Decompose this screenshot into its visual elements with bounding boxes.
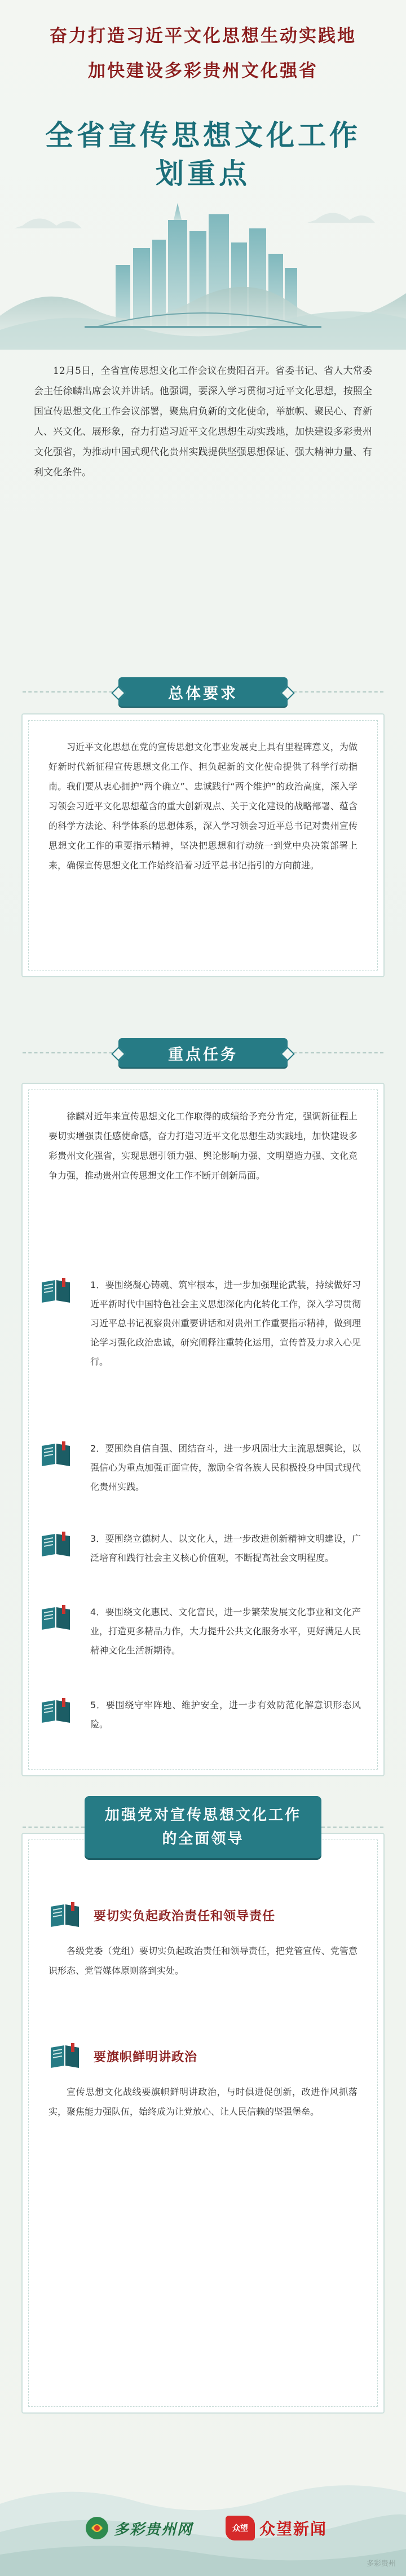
task-item — [39, 1439, 361, 1497]
zhongwang-news-logo[interactable] — [226, 2514, 327, 2542]
book-icon — [39, 1441, 72, 1467]
subsection-title: 要旗帜鲜明讲政治 — [94, 2049, 198, 2065]
kicker-line-1: 奋力打造习近平文化思想生动实践地 — [50, 26, 356, 46]
logo-text: 多彩贵州网 — [114, 2521, 193, 2538]
divider — [288, 1052, 383, 1053]
divider — [23, 1827, 85, 1828]
duocai-guizhou-logo[interactable] — [85, 2514, 193, 2542]
duocai-logo-icon — [85, 2516, 109, 2540]
cityscape-mountain-illustration — [0, 186, 406, 350]
task-item — [39, 1276, 361, 1371]
watermark: 多彩贵州 — [366, 2560, 396, 2568]
task-text: 5．要围绕守牢阵地、维护安全，进一步有效防范化解意识形态风险。 — [90, 1700, 361, 1730]
book-icon — [48, 2043, 81, 2069]
header — [0, 0, 406, 350]
kicker-line-2: 加快建设多彩贵州文化强省 — [88, 61, 318, 81]
section-label-general-requirements — [0, 674, 406, 710]
zhongwang-logo-icon: 众望 — [226, 2516, 255, 2540]
card-border — [28, 1089, 378, 1770]
section-label-party-leadership — [0, 1796, 406, 1864]
party-leadership-card — [21, 1833, 385, 2414]
divider — [321, 1827, 383, 1828]
general-requirements-card — [21, 713, 385, 977]
task-text: 3．要围绕立德树人、以文化人，进一步改进创新精神文明建设，广泛培育和践行社会主义核心价值观，不断提高社会文明程度。 — [90, 1533, 361, 1563]
section-label-key-tasks — [0, 1035, 406, 1071]
task-item — [39, 1603, 361, 1660]
key-tasks-lead: 徐麟对近年来宣传思想文化工作取得的成绩给予充分肯定，强调新征程上要切实增强责任感使命感，奋力打造习近平文化思想生动实践地，加快建设多彩贵州文化强省，实现思想引领力强、舆论影响力强、文明塑造力强、文化竞争力强，推动贵州宣传思想文化工作不断开创新局面。 — [48, 1111, 358, 1181]
task-item — [39, 1696, 361, 1734]
subsection-heading — [48, 2043, 361, 2070]
logo-text: 众望新闻 — [259, 2520, 328, 2538]
footer — [0, 2470, 406, 2576]
section-title: 总体要求 — [168, 685, 238, 703]
general-requirements-text: 习近平文化思想在党的宣传思想文化事业发展史上具有里程碑意义，为做好新时代新征程宣传思想文化工作、担负起新的文化使命提供了科学行动指南。我们要从衷心拥护“两个确立”、忠诚践行“两个维护”的政治高度，深入学习领会习近平文化思想蕴含的重大创新观点、关于文化建设的战略部署、蕴含的科学方法论、科学体系的思想体系，深入学习领会习近平总书记对贵州宣传思想文化工作的重要指示精神，坚决把思想和行动统一到党中央决策部署上来，确保宣传思想文化工作始终沿着习近平总书记指引的方向前进。 — [48, 742, 358, 871]
section-title-line-1: 加强党对宣传思想文化工作 — [104, 1807, 301, 1824]
section-title: 重点任务 — [168, 1046, 238, 1064]
section-title-line-2: 的全面领导 — [162, 1830, 244, 1847]
task-item — [39, 1529, 361, 1568]
footer-hills-illustration — [0, 2470, 406, 2576]
book-icon — [39, 1278, 72, 1304]
subsection-text: 各级党委（党组）要切实负起政治责任和领导责任，把党管宣传、党管意识形态、党管媒体原则落到实处。 — [48, 1946, 358, 1976]
book-icon — [39, 1605, 72, 1631]
divider — [288, 691, 383, 692]
section-pill — [118, 677, 288, 707]
divider — [23, 691, 118, 692]
subsection-heading — [48, 1902, 361, 1929]
task-text: 1．要围绕凝心铸魂、筑牢根本，进一步加强理论武装，持续做好习近平新时代中国特色社会主义思想深化内化转化工作，深入学习贯彻习近平总书记视察贵州重要讲话和对贵州工作重要指示精神，做到理论学习强化政治忠诚，研究阐释注重转化运用，宣传普及力求入心见行。 — [90, 1280, 361, 1367]
task-text: 4．要围绕文化惠民、文化富民，进一步繁荣发展文化事业和文化产业，打造更多精品力作，大力提升公共文化服务水平，更好满足人民精神文化生活新期待。 — [90, 1607, 361, 1656]
key-tasks-card — [21, 1083, 385, 1776]
section-pill — [85, 1796, 321, 1858]
page-title-line-2: 划重点 — [156, 157, 250, 190]
book-icon — [39, 1698, 72, 1724]
book-icon — [48, 1902, 81, 1928]
subsection-text: 宣传思想文化战线要旗帜鲜明讲政治，与时俱进促创新，改进作风抓落实，聚焦能力强队伍，始终成为让党放心、让人民信赖的坚强堡垒。 — [48, 2087, 358, 2117]
divider — [23, 1052, 118, 1053]
book-icon — [39, 1532, 72, 1558]
intro-paragraph: 12月5日，全省宣传思想文化工作会议在贵阳召开。省委书记、省人大常委会主任徐麟出席会议并讲话。他强调，要深入学习贯彻习近平文化思想，按照全国宣传思想文化工作会议部署，聚焦肩负新的文化使命，举旗帜、聚民心、育新人、兴文化、展形象，奋力打造习近平文化思想生动实践地，加快建设多彩贵州文化强省，为推动中国式现代化贵州实践提供坚强思想保证、强大精神力量、有利文化条件。 — [34, 365, 372, 478]
section-pill — [118, 1038, 288, 1068]
page-title-line-1: 全省宣传思想文化工作 — [45, 118, 361, 152]
task-text: 2．要围绕自信自强、团结奋斗，进一步巩固壮大主流思想舆论，以强信心为重点加强正面宣传，激励全省各族人民积极投身中国式现代化贵州实践。 — [90, 1443, 361, 1492]
subsection-title: 要切实负起政治责任和领导责任 — [94, 1908, 276, 1924]
